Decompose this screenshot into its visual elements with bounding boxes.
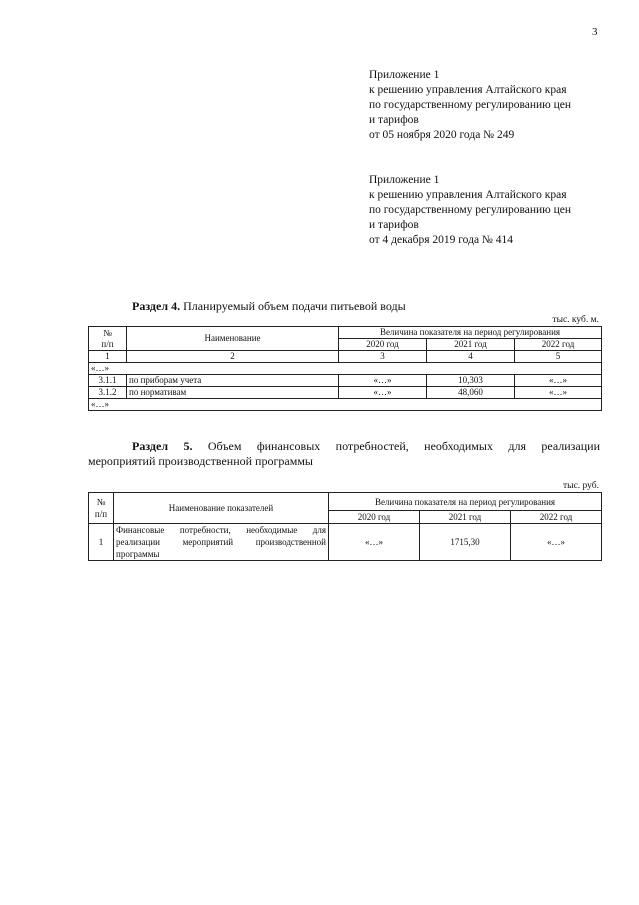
column-number-row [89, 351, 602, 363]
row-value-2021: 1715,30 [420, 524, 511, 561]
section5-title-line1: Раздел 5. Объем финансовых потребностей, необходимых для реализации [132, 439, 600, 453]
header-year-2021: 2021 год [420, 511, 511, 524]
header-num: № п/п [89, 493, 114, 524]
appendix-line: к решению управления Алтайского края [369, 189, 567, 201]
row-name: Финансовые потребности, необходимые для реализации мероприятий производственной программы [114, 524, 329, 561]
ellipsis-cell: «…» [89, 399, 602, 411]
header-year-2021: 2021 год [427, 339, 515, 351]
row-num: 1 [89, 524, 114, 561]
appendix-line: Приложение 1 [369, 174, 440, 186]
header-period: Величина показателя на период регулирования [329, 493, 602, 511]
appendix-line: по государственному регулированию цен [369, 99, 572, 111]
header-year-2020: 2020 год [339, 339, 427, 351]
section5-table [88, 492, 602, 561]
header-name: Наименование показателей [114, 493, 329, 524]
section5-label: Раздел 5. [132, 439, 193, 453]
appendix-line: к решению управления Алтайского края [369, 84, 567, 96]
section5-title-line2: мероприятий производственной программы [88, 454, 313, 468]
row-value-2020: «…» [339, 375, 427, 387]
row-num: 3.1.1 [89, 375, 127, 387]
appendix-header-current [369, 68, 619, 143]
ellipsis-row [89, 399, 602, 411]
section4-unit: тыс. куб. м. [552, 315, 599, 325]
row-value-2021: 10,303 [427, 375, 515, 387]
row-num: 3.1.2 [89, 387, 127, 399]
header-period: Величина показателя на период регулирования [339, 327, 602, 339]
column-number: 4 [427, 351, 515, 363]
section5-unit: тыс. руб. [563, 481, 599, 491]
column-number: 3 [339, 351, 427, 363]
header-year-2022: 2022 год [515, 339, 602, 351]
column-number: 1 [89, 351, 127, 363]
section5-title [88, 439, 600, 469]
row-value-2022: «…» [511, 524, 602, 561]
table-row [89, 375, 602, 387]
row-name: по нормативам [127, 387, 339, 399]
section4-label: Раздел 4. [132, 299, 181, 313]
ellipsis-cell: «…» [89, 363, 602, 375]
header-year-2022: 2022 год [511, 511, 602, 524]
table-row [89, 524, 602, 561]
table-row [89, 387, 602, 399]
row-name: по приборам учета [127, 375, 339, 387]
row-value-2020: «…» [329, 524, 420, 561]
section4-title [132, 299, 406, 314]
row-value-2022: «…» [515, 375, 602, 387]
row-value-2021: 48,060 [427, 387, 515, 399]
appendix-date-line: от 4 декабря 2019 года № 414 [369, 234, 514, 246]
appendix-line: и тарифов [369, 114, 419, 126]
appendix-line: Приложение 1 [369, 69, 440, 81]
section4-table [88, 326, 602, 411]
column-number: 2 [127, 351, 339, 363]
row-value-2022: «…» [515, 387, 602, 399]
appendix-line: по государственному регулированию цен [369, 204, 572, 216]
page-number: 3 [592, 26, 598, 38]
appendix-line: и тарифов [369, 219, 419, 231]
header-name: Наименование [127, 327, 339, 351]
row-value-2020: «…» [339, 387, 427, 399]
appendix-header-previous [369, 173, 619, 248]
section4-title-text: Планируемый объем подачи питьевой воды [183, 299, 406, 313]
header-year-2020: 2020 год [329, 511, 420, 524]
appendix-date-line: от 05 ноября 2020 года № 249 [369, 129, 515, 141]
header-num: № п/п [89, 327, 127, 351]
column-number: 5 [515, 351, 602, 363]
ellipsis-row [89, 363, 602, 375]
